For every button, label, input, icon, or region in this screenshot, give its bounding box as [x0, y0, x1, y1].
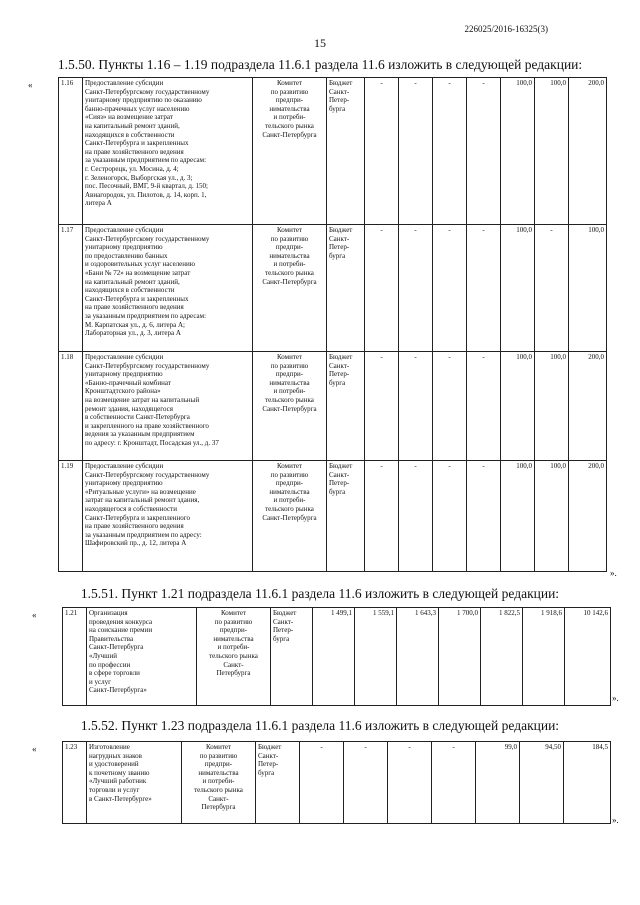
value-cell: 1 499,1: [313, 608, 355, 706]
value-cell: 100,0: [501, 78, 535, 225]
value-cell: -: [467, 461, 501, 572]
open-quote: «: [28, 80, 33, 90]
value-cell: -: [433, 78, 467, 225]
table-body: [59, 78, 607, 572]
value-cell: 100,0: [501, 461, 535, 572]
row-description: Предоставление субсидии Санкт-Петербургскому государственному унитарному предприятию «Ритуальные услуги» на возмещение затрат на капитальный ремонт здания, находящегося в собственности Санкт-Петербурга и закрепленного на праве хозяйственного ведения за указанным предприятием по адресу: Шафировский пр., д. 12, литера А: [83, 461, 253, 572]
table-row: [59, 78, 607, 225]
row-description: Предоставление субсидии Санкт-Петербургскому государственному унитарному предприятию по предоставлению банных и оздоровительных услуг населению «Бани № 72» на возмещение затрат на капитальный ремонт зданий, находящихся в собственности Санкт-Петербурга и закрепленных на праве хозяйственного ведения за указанным предприятием по адресам: М. Карпатская ул., д. 6, литера А; Лабораторная ул., д. 3, литера А: [83, 225, 253, 352]
table-body: [63, 742, 611, 824]
responsible-executor: Комитет по развитию предпри- нимательства и потреби- тельского рынка Санкт- Петербурга: [182, 742, 256, 824]
responsible-executor: Комитет по развитию предпри- нимательства и потреби- тельского рынка Санкт-Петербурга: [253, 352, 327, 461]
value-cell: -: [535, 225, 569, 352]
funding-source: Бюджет Санкт- Петер- бурга: [327, 225, 365, 352]
table-row: [63, 742, 611, 824]
value-cell: -: [344, 742, 388, 824]
total-cell: 10 142,6: [565, 608, 611, 706]
value-cell: 1 700,0: [439, 608, 481, 706]
value-cell: -: [388, 742, 432, 824]
value-cell: -: [365, 461, 399, 572]
value-cell: 1 643,3: [397, 608, 439, 706]
value-cell: 100,0: [535, 461, 569, 572]
total-cell: 100,0: [569, 225, 607, 352]
funding-source: Бюджет Санкт- Петер- бурга: [327, 78, 365, 225]
total-cell: 184,5: [564, 742, 611, 824]
responsible-executor: Комитет по развитию предпри- нимательства и потреби- тельского рынка Санкт-Петербурга: [253, 461, 327, 572]
value-cell: -: [467, 78, 501, 225]
value-cell: 100,0: [535, 78, 569, 225]
responsible-executor: Комитет по развитию предпри- нимательства и потреби- тельского рынка Санкт-Петербурга: [253, 225, 327, 352]
table-body: [63, 608, 611, 706]
value-cell: 1 918,6: [523, 608, 565, 706]
value-cell: -: [399, 78, 433, 225]
row-number: 1.16: [59, 78, 83, 225]
row-number: 1.21: [63, 608, 87, 706]
document-id: 226025/2016-16325(3): [464, 24, 548, 34]
row-number: 1.18: [59, 352, 83, 461]
value-cell: 100,0: [501, 352, 535, 461]
open-quote: «: [32, 744, 37, 754]
row-description: Предоставление субсидии Санкт-Петербургскому государственному унитарному предприятию «Банно-прачечный комбинат Кронштадтского района» на возмещение затрат на капитальный ремонт здания, находящегося в собственности Санкт-Петербурга и закрепленного на праве хозяйственного ведения за указанным предприятием по адресу: г. Кронштадт, Посадская ул., д. 37: [83, 352, 253, 461]
amendment-table-1-23: [62, 741, 611, 824]
value-cell: -: [467, 352, 501, 461]
total-cell: 200,0: [569, 78, 607, 225]
value-cell: -: [433, 225, 467, 352]
value-cell: 99,0: [476, 742, 520, 824]
table-row: [59, 461, 607, 572]
row-number: 1.17: [59, 225, 83, 352]
responsible-executor: Комитет по развитию предпри- нимательства и потреби- тельского рынка Санкт-Петербурга: [253, 78, 327, 225]
close-quote: ».: [610, 568, 617, 578]
responsible-executor: Комитет по развитию предпри- нимательства и потреби- тельского рынка Санкт- Петербурга: [197, 608, 271, 706]
row-description: Предоставление субсидии Санкт-Петербургскому государственному унитарному предприятию по оказанию банно-прачечных услуг населению «Сияз» на возмещение затрат на капитальный ремонт зданий, находящихся в собственности Санкт-Петербурга и закрепленных на праве хозяйственного ведения за указанным предприятием по адресам: г. Сестрорецк, ул. Мосина, д. 4; г. Зеленогорск, Выборгская ул., д. 3; пос. Песочный, ВМГ, 9-й квартал, д. 150; Авиагородок, ул. Пилотов, д. 14, корп. 1, литера А: [83, 78, 253, 225]
amendment-table-1-16-1-19: [58, 77, 607, 572]
value-cell: 100,0: [535, 352, 569, 461]
value-cell: -: [300, 742, 344, 824]
funding-source: Бюджет Санкт- Петер- бурга: [256, 742, 300, 824]
total-cell: 200,0: [569, 461, 607, 572]
value-cell: -: [399, 352, 433, 461]
value-cell: 1 559,1: [355, 608, 397, 706]
section-heading-1-5-52: 1.5.52. Пункт 1.23 подраздела 11.6.1 раздела 11.6 изложить в следующей редакции:: [80, 718, 560, 733]
table-row: [59, 352, 607, 461]
row-number: 1.19: [59, 461, 83, 572]
funding-source: Бюджет Санкт- Петер- бурга: [327, 461, 365, 572]
value-cell: -: [365, 78, 399, 225]
value-cell: 94,50: [520, 742, 564, 824]
value-cell: -: [365, 225, 399, 352]
table-row: [59, 225, 607, 352]
value-cell: -: [365, 352, 399, 461]
table-row: [63, 608, 611, 706]
row-description: Организация проведения конкурса на соискание премии Правительства Санкт-Петербурга «Лучший по профессии в сфере торговли и услуг Санкт-Петербурга»: [87, 608, 197, 706]
section-heading-1-5-50: 1.5.50. Пункты 1.16 – 1.19 подраздела 11.6.1 раздела 11.6 изложить в следующей редакции:: [57, 57, 583, 72]
value-cell: -: [433, 461, 467, 572]
total-cell: 200,0: [569, 352, 607, 461]
value-cell: -: [433, 352, 467, 461]
value-cell: 100,0: [501, 225, 535, 352]
value-cell: -: [432, 742, 476, 824]
value-cell: -: [399, 225, 433, 352]
value-cell: -: [399, 461, 433, 572]
funding-source: Бюджет Санкт- Петер- бурга: [327, 352, 365, 461]
open-quote: «: [32, 610, 37, 620]
value-cell: -: [467, 225, 501, 352]
row-description: Изготовление нагрудных знаков и удостоверений к почетному званию «Лучший работник торговли и услуг в Санкт-Петербурге»: [87, 742, 182, 824]
close-quote: ».: [612, 815, 619, 825]
page-number: 15: [314, 36, 326, 50]
value-cell: 1 822,5: [481, 608, 523, 706]
amendment-table-1-21: [62, 607, 611, 706]
section-heading-1-5-51: 1.5.51. Пункт 1.21 подраздела 11.6.1 раздела 11.6 изложить в следующей редакции:: [80, 586, 560, 601]
funding-source: Бюджет Санкт- Петер- бурга: [271, 608, 313, 706]
row-number: 1.23: [63, 742, 87, 824]
close-quote: ».: [612, 693, 619, 703]
